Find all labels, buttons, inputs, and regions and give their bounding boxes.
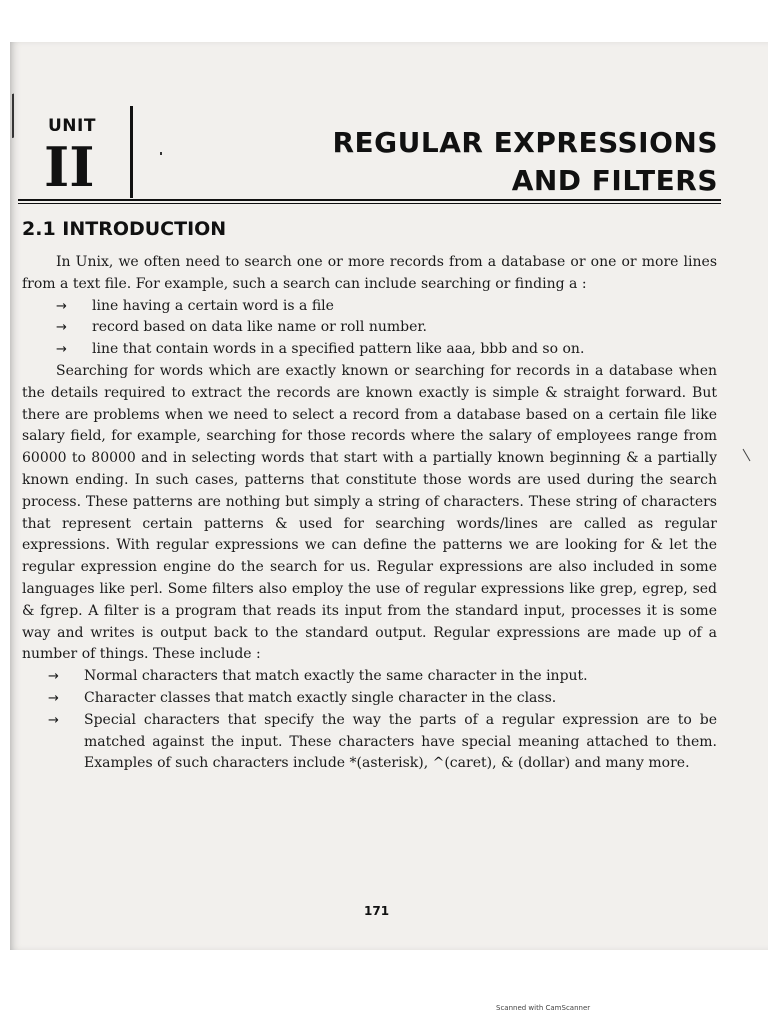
- arrow-bullet-icon: →: [48, 669, 59, 685]
- header-divider: [130, 106, 133, 198]
- arrow-bullet-icon: →: [56, 320, 67, 336]
- intro-paragraph: In Unix, we often need to search one or more records from a database or one or more lines from a text file. For example, such a search can include searching or finding a :: [22, 254, 717, 292]
- chapter-title: [332, 124, 718, 200]
- unit-label: UNIT: [48, 116, 96, 136]
- list-item: → record based on data like name or roll number.: [22, 317, 717, 339]
- header-rule: [18, 199, 721, 201]
- chapter-title-line-1: REGULAR EXPRESSIONS: [332, 126, 718, 159]
- list-item: → line having a certain word is a file: [22, 296, 717, 318]
- arrow-bullet-icon: →: [56, 298, 67, 314]
- regex-components-list: [22, 666, 717, 775]
- list-item: → Special characters that specify the way the parts of a regular expression are to be matched against the input. These characters have special meaning attached to them. Examples of such characters include *(asterisk), ^(caret), & (dollar) and many more.: [48, 711, 717, 772]
- arrow-bullet-icon: →: [48, 712, 59, 728]
- header-rule-thin: [18, 203, 721, 204]
- body-text: [22, 252, 717, 775]
- main-paragraph: Searching for words which are exactly known or searching for records in a database when the details required to extract the records are known exactly is simple & straight forward. But there are problems when we need to select a record from a database based on a certain file like salary field, for example, searching for those records where the salary of employees range from 60000 to 80000 and in selecting words that start with a partially known beginning & a partially known ending. In such cases, patterns that constitute those words are used during the search process. These patterns are nothing but simply a string of characters. These string of characters that represent certain patterns & used for searching words/lines are called as regular expressions. With regular expressions we can define the patterns we are looking for & let the regular expression engine do the search for us. Regular expressions are also included in some languages like perl. Some filters also employ the use of regular expressions like grep, egrep, sed & fgrep. A filter is a program that reads its input from the standard input, processes it is some way and writes is output back to the standard output. Regular expressions are made up of a number of things. These include :: [22, 362, 717, 663]
- arrow-bullet-icon: →: [56, 342, 67, 358]
- page-number: 171: [364, 904, 390, 918]
- arrow-bullet-icon: →: [48, 690, 59, 706]
- print-speck: [160, 152, 162, 155]
- chapter-title-line-2: AND FILTERS: [511, 164, 718, 197]
- unit-number: II: [44, 135, 95, 199]
- list-item: → line that contain words in a specified pattern like aaa, bbb and so on.: [22, 339, 717, 361]
- scanner-watermark: Scanned with CamScanner: [496, 1004, 591, 1012]
- list-item: → Character classes that match exactly single character in the class.: [22, 688, 717, 710]
- list-item: → Normal characters that match exactly the same character in the input.: [22, 666, 717, 688]
- binding-edge-mark: [0, 93, 14, 142]
- section-heading: 2.1 INTRODUCTION: [22, 218, 227, 240]
- search-examples-list: [22, 296, 717, 361]
